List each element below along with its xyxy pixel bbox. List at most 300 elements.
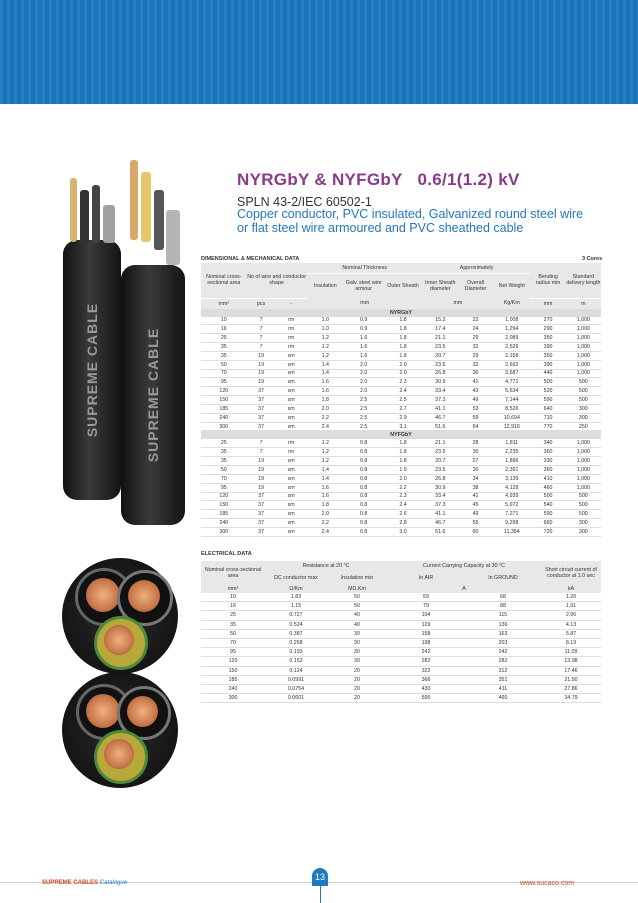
table-cell: 300 bbox=[201, 694, 265, 703]
table-cell: 1.8 bbox=[383, 351, 422, 360]
table-cell: 590 bbox=[530, 510, 565, 519]
table-cell: 2,158 bbox=[493, 351, 530, 360]
table-cell: 50 bbox=[201, 360, 247, 369]
table-cell: 45 bbox=[458, 501, 493, 510]
table-cell: 34.79 bbox=[541, 694, 601, 703]
table-cell: 282 bbox=[387, 657, 465, 666]
table-cell: 150 bbox=[201, 396, 247, 405]
conductor bbox=[92, 185, 100, 243]
table-cell: 185 bbox=[201, 510, 247, 519]
table-cell: 1.2 bbox=[307, 448, 344, 457]
table-cell: 2.0 bbox=[307, 404, 344, 413]
table-row bbox=[201, 351, 601, 360]
standard-label: SPLN 43-2/IEC 60502-1 bbox=[237, 195, 372, 209]
table-row bbox=[201, 629, 601, 638]
table-cell: 0.8 bbox=[344, 519, 383, 528]
col-sheath-header: Outer Sheath bbox=[387, 283, 419, 289]
footer-website[interactable]: www.sucaco.com bbox=[520, 880, 575, 887]
table-cell: 300 bbox=[566, 527, 601, 536]
table-cell: rm bbox=[276, 343, 307, 352]
table-row bbox=[201, 404, 601, 413]
table-cell: 1,294 bbox=[493, 325, 530, 334]
table-cell: 25 bbox=[201, 334, 247, 343]
group-name: NYRGbY bbox=[201, 309, 601, 317]
table-cell: 500 bbox=[566, 378, 601, 387]
table-cell: 1.6 bbox=[344, 334, 383, 343]
col-inner-header: Inner Sheath diameter bbox=[425, 280, 456, 292]
table-cell: 19 bbox=[247, 457, 276, 466]
table-cell: 1,000 bbox=[566, 334, 601, 343]
table-cell: 2.2 bbox=[307, 519, 344, 528]
page-number-line bbox=[320, 886, 321, 903]
table-cell: rm bbox=[276, 317, 307, 325]
col-wire-header: No of wire and conductor shape bbox=[247, 263, 307, 298]
col-insulation-header: Insulation bbox=[313, 283, 337, 289]
table-cell: 120 bbox=[201, 387, 247, 396]
cable-right bbox=[121, 265, 185, 525]
table-cell: 1.6 bbox=[344, 351, 383, 360]
table-cell: 37 bbox=[247, 404, 276, 413]
table-row bbox=[201, 611, 601, 620]
table-cell: 88 bbox=[465, 602, 541, 611]
table-cell: 5,634 bbox=[493, 387, 530, 396]
col-armour-header: Galv. steel wire armour bbox=[345, 280, 382, 292]
table-cell: 2.2 bbox=[383, 483, 422, 492]
table-cell: 0.8 bbox=[344, 474, 383, 483]
table-cell: 0.8 bbox=[344, 439, 383, 447]
table-cell: 70 bbox=[201, 474, 247, 483]
table-cell: 53 bbox=[458, 404, 493, 413]
table-cell: 46.7 bbox=[423, 519, 458, 528]
table-cell: 1,000 bbox=[566, 457, 601, 466]
table-cell: 32 bbox=[458, 360, 493, 369]
table-cell: 300 bbox=[566, 413, 601, 422]
table-cell: sm bbox=[276, 387, 307, 396]
table-cell: 50 bbox=[327, 593, 387, 602]
table-cell: 2.2 bbox=[307, 413, 344, 422]
table-cell: 430 bbox=[387, 684, 465, 693]
table-cell: 20.7 bbox=[423, 457, 458, 466]
conductor bbox=[130, 160, 138, 240]
table-cell: 26.8 bbox=[423, 369, 458, 378]
table-cell: 2.0 bbox=[383, 360, 422, 369]
table-row bbox=[201, 602, 601, 611]
table-cell: 50 bbox=[201, 466, 247, 475]
elec-unit-a: A bbox=[462, 586, 466, 592]
dimensional-section-title: DIMENSIONAL & MECHANICAL DATA bbox=[201, 256, 300, 262]
table-cell: 1.6 bbox=[307, 492, 344, 501]
table-cell: 26.8 bbox=[423, 474, 458, 483]
table-cell: 2.5 bbox=[344, 396, 383, 405]
table-cell: 7,271 bbox=[493, 510, 530, 519]
table-cell: 17.4 bbox=[423, 325, 458, 334]
table-cell: 23.5 bbox=[423, 448, 458, 457]
table-cell: 360 bbox=[530, 466, 565, 475]
table-row bbox=[201, 657, 601, 666]
table-cell: 270 bbox=[530, 317, 565, 325]
table-cell: 500 bbox=[566, 387, 601, 396]
table-cell: 129 bbox=[387, 620, 465, 629]
table-cell: 41.1 bbox=[423, 404, 458, 413]
table-row bbox=[201, 325, 601, 334]
table-row bbox=[201, 694, 601, 703]
dimensional-table bbox=[201, 263, 601, 537]
table-cell: 0.8 bbox=[344, 448, 383, 457]
table-cell: 203 bbox=[465, 638, 541, 647]
table-row bbox=[201, 510, 601, 519]
table-cell: 60 bbox=[458, 527, 493, 536]
table-cell: 1,811 bbox=[493, 439, 530, 447]
table-cell: 21.1 bbox=[423, 334, 458, 343]
conductor bbox=[80, 190, 89, 244]
table-cell: 51.6 bbox=[423, 422, 458, 431]
table-cell: 0.8 bbox=[344, 466, 383, 475]
unit-dash: - bbox=[290, 300, 293, 307]
table-cell: 0.268 bbox=[265, 638, 327, 647]
table-cell: 1,000 bbox=[566, 448, 601, 457]
conductor bbox=[70, 178, 77, 242]
col-delivery-header: Standard delivery length bbox=[566, 263, 601, 298]
table-cell: 2.5 bbox=[344, 404, 383, 413]
table-cell: 19 bbox=[247, 483, 276, 492]
group-header-row bbox=[201, 309, 601, 317]
in-ground-header: In GROUND bbox=[488, 575, 518, 581]
table-cell: 2.0 bbox=[344, 369, 383, 378]
table-cell: 2.0 bbox=[344, 378, 383, 387]
table-cell: 20 bbox=[327, 675, 387, 684]
table-cell: sm bbox=[276, 422, 307, 431]
table-cell: 35 bbox=[201, 343, 247, 352]
table-cell: 36 bbox=[458, 369, 493, 378]
table-cell: 4,771 bbox=[493, 378, 530, 387]
table-cell: 0.124 bbox=[265, 666, 327, 675]
table-cell: 7 bbox=[247, 317, 276, 325]
group-header-row bbox=[201, 431, 601, 440]
table-cell: 27.86 bbox=[541, 684, 601, 693]
table-cell: 30 bbox=[458, 448, 493, 457]
table-row bbox=[201, 369, 601, 378]
table-cell: 1.8 bbox=[383, 457, 422, 466]
table-cell: 7 bbox=[247, 334, 276, 343]
table-cell: 13.98 bbox=[541, 657, 601, 666]
armour bbox=[166, 210, 180, 265]
table-cell: 1,000 bbox=[566, 369, 601, 378]
table-cell: 2.8 bbox=[383, 519, 422, 528]
table-cell: 49 bbox=[458, 396, 493, 405]
table-cell: 19 bbox=[247, 369, 276, 378]
table-cell: 19 bbox=[247, 466, 276, 475]
table-cell: 1,896 bbox=[493, 457, 530, 466]
table-cell: 158 bbox=[387, 629, 465, 638]
table-cell: 59 bbox=[387, 593, 465, 602]
table-cell: 136 bbox=[465, 620, 541, 629]
table-cell: 1.2 bbox=[307, 334, 344, 343]
table-cell: 1.91 bbox=[541, 602, 601, 611]
table-row bbox=[201, 360, 601, 369]
table-cell: sm bbox=[276, 492, 307, 501]
table-cell: 37 bbox=[247, 492, 276, 501]
table-cell: 1.4 bbox=[307, 369, 344, 378]
table-cell: 520 bbox=[530, 387, 565, 396]
table-cell: 0.8 bbox=[344, 483, 383, 492]
footer-brand-catalogue: Catalogue bbox=[98, 880, 128, 886]
table-cell: 40 bbox=[327, 620, 387, 629]
table-cell: 350 bbox=[530, 334, 565, 343]
unit-delivery: m bbox=[581, 300, 586, 307]
table-cell: 20 bbox=[327, 694, 387, 703]
col-area-header: Nominal cross-sectional area bbox=[201, 263, 247, 298]
table-cell: 2,391 bbox=[493, 466, 530, 475]
table-cell: 390 bbox=[530, 360, 565, 369]
table-cell: 1,000 bbox=[566, 439, 601, 447]
table-cell: 27 bbox=[458, 457, 493, 466]
table-cell: 5,972 bbox=[493, 501, 530, 510]
table-cell: 2.0 bbox=[383, 369, 422, 378]
table-cell: 1.4 bbox=[307, 474, 344, 483]
table-cell: 1,000 bbox=[566, 360, 601, 369]
table-cell: 37.3 bbox=[423, 501, 458, 510]
table-cell: 37 bbox=[247, 396, 276, 405]
table-cell: 21.50 bbox=[541, 675, 601, 684]
table-cell: 50 bbox=[327, 602, 387, 611]
table-cell: 360 bbox=[530, 448, 565, 457]
table-cell: 17.46 bbox=[541, 666, 601, 675]
table-cell: 4.13 bbox=[541, 620, 601, 629]
table-cell: 10,694 bbox=[493, 413, 530, 422]
table-cell: 150 bbox=[201, 501, 247, 510]
table-cell: 1.8 bbox=[307, 501, 344, 510]
table-cell: 330 bbox=[530, 457, 565, 466]
table-cell: 1.8 bbox=[383, 325, 422, 334]
table-cell: 1,000 bbox=[566, 325, 601, 334]
table-cell: 15.2 bbox=[423, 317, 458, 325]
table-cell: 20 bbox=[327, 666, 387, 675]
table-cell: 366 bbox=[387, 675, 465, 684]
table-cell: 500 bbox=[566, 396, 601, 405]
table-row bbox=[201, 501, 601, 510]
table-cell: 37 bbox=[247, 387, 276, 396]
table-row bbox=[201, 638, 601, 647]
table-cell: 70 bbox=[201, 369, 247, 378]
table-cell: 30.9 bbox=[423, 483, 458, 492]
table-cell: sm bbox=[276, 351, 307, 360]
table-cell: 3.1 bbox=[383, 422, 422, 431]
table-cell: sm bbox=[276, 378, 307, 387]
table-cell: 10 bbox=[201, 593, 265, 602]
table-cell: 33.4 bbox=[423, 492, 458, 501]
table-cell: 2.9 bbox=[383, 413, 422, 422]
insulation-min-header: Insulation min bbox=[340, 575, 374, 581]
table-cell: 46.7 bbox=[423, 413, 458, 422]
table-cell: 30 bbox=[327, 629, 387, 638]
table-cell: 41 bbox=[458, 492, 493, 501]
table-cell: 2.4 bbox=[307, 422, 344, 431]
table-cell: 2.6 bbox=[383, 510, 422, 519]
table-cell: 49 bbox=[458, 510, 493, 519]
table-cell: 0.0601 bbox=[265, 694, 327, 703]
table-cell: 411 bbox=[465, 684, 541, 693]
table-cell: 1.8 bbox=[383, 448, 422, 457]
table-cell: 290 bbox=[530, 325, 565, 334]
table-cell: 0.8 bbox=[344, 510, 383, 519]
table-cell: 40 bbox=[327, 611, 387, 620]
table-row bbox=[201, 413, 601, 422]
table-row bbox=[201, 422, 601, 431]
table-cell: sm bbox=[276, 510, 307, 519]
table-cell: 2.0 bbox=[383, 474, 422, 483]
table-cell: sm bbox=[276, 457, 307, 466]
table-cell: 7 bbox=[247, 439, 276, 447]
conductor bbox=[141, 172, 151, 242]
table-cell: 35 bbox=[201, 457, 247, 466]
table-cell: 2.5 bbox=[344, 413, 383, 422]
unit-mm-diameter: mm bbox=[453, 300, 463, 307]
table-cell: 0.0754 bbox=[265, 684, 327, 693]
short-circuit-header: Short circuit current of conductor at 1.0 sec bbox=[545, 567, 597, 579]
col-overall-header: Overall Diameter bbox=[464, 280, 487, 292]
table-cell: 0.387 bbox=[265, 629, 327, 638]
table-cell: 1.20 bbox=[541, 593, 601, 602]
table-cell: 0.727 bbox=[265, 611, 327, 620]
table-cell: 2.7 bbox=[383, 404, 422, 413]
resistance-header: Resistance at 20 °C bbox=[302, 563, 350, 569]
table-row bbox=[201, 492, 601, 501]
table-cell: sm bbox=[276, 413, 307, 422]
table-cell: 20 bbox=[327, 684, 387, 693]
table-cell: 250 bbox=[566, 422, 601, 431]
table-cell: 9,298 bbox=[493, 519, 530, 528]
table-cell: 0.524 bbox=[265, 620, 327, 629]
table-cell: 55 bbox=[458, 519, 493, 528]
table-cell: 35 bbox=[201, 620, 265, 629]
table-cell: 240 bbox=[201, 519, 247, 528]
cable-cross-section-top bbox=[62, 558, 178, 674]
elec-unit-area: mm² bbox=[227, 586, 239, 592]
table-cell: 11,384 bbox=[493, 527, 530, 536]
elec-unit-dc: Ω/Km bbox=[289, 586, 303, 592]
table-cell: 1.4 bbox=[307, 360, 344, 369]
table-cell: 68 bbox=[465, 593, 541, 602]
table-cell: 710 bbox=[530, 413, 565, 422]
table-cell: 590 bbox=[530, 396, 565, 405]
table-cell: 1.8 bbox=[383, 343, 422, 352]
table-row bbox=[201, 334, 601, 343]
table-row bbox=[201, 519, 601, 528]
table-cell: 350 bbox=[530, 351, 565, 360]
table-cell: 30 bbox=[458, 466, 493, 475]
table-cell: 242 bbox=[465, 648, 541, 657]
table-cell: 1.2 bbox=[307, 351, 344, 360]
table-cell: 1,000 bbox=[566, 343, 601, 352]
table-cell: 1.8 bbox=[383, 317, 422, 325]
unit-area: mm² bbox=[218, 300, 230, 307]
table-cell: 41.1 bbox=[423, 510, 458, 519]
table-cell: 2.4 bbox=[307, 527, 344, 536]
table-cell: 120 bbox=[201, 657, 265, 666]
table-cell: 0.8 bbox=[344, 492, 383, 501]
page-number: 13 bbox=[312, 868, 328, 886]
table-cell: 0.0991 bbox=[265, 675, 327, 684]
table-cell: 500 bbox=[566, 492, 601, 501]
table-cell: 104 bbox=[387, 611, 465, 620]
table-cell: 2.5 bbox=[344, 422, 383, 431]
table-cell: 70 bbox=[201, 638, 265, 647]
table-cell: 59 bbox=[458, 413, 493, 422]
table-cell: 50 bbox=[201, 629, 265, 638]
table-cell: 29 bbox=[458, 334, 493, 343]
table-cell: 29 bbox=[458, 351, 493, 360]
table-row bbox=[201, 593, 601, 602]
table-cell: 22 bbox=[458, 317, 493, 325]
table-cell: 37 bbox=[247, 519, 276, 528]
table-cell: 1,000 bbox=[566, 351, 601, 360]
product-title: NYRGbY & NYFGbY 0.6/1(1.2) kV bbox=[237, 170, 520, 189]
table-cell: 2.5 bbox=[383, 396, 422, 405]
table-cell: 1,000 bbox=[566, 317, 601, 325]
table-cell: 23.5 bbox=[423, 466, 458, 475]
table-cell: 1.2 bbox=[307, 343, 344, 352]
table-cell: 2.4 bbox=[383, 501, 422, 510]
nominal-thickness-header: Nominal Thickness bbox=[307, 263, 423, 274]
table-cell: 1.9 bbox=[383, 466, 422, 475]
table-cell: 7 bbox=[247, 448, 276, 457]
table-cell: sm bbox=[276, 519, 307, 528]
table-cell: 500 bbox=[530, 492, 565, 501]
table-row bbox=[201, 317, 601, 325]
table-cell: 79 bbox=[387, 602, 465, 611]
col-weight-header: Net Weight bbox=[498, 283, 525, 289]
table-cell: 0.9 bbox=[344, 317, 383, 325]
table-cell: 300 bbox=[566, 404, 601, 413]
table-row bbox=[201, 439, 601, 447]
armour bbox=[103, 205, 115, 243]
table-cell: 23.5 bbox=[423, 343, 458, 352]
table-cell: 5.87 bbox=[541, 629, 601, 638]
table-cell: 120 bbox=[201, 492, 247, 501]
table-cell: 37 bbox=[247, 501, 276, 510]
table-cell: 1.0 bbox=[307, 325, 344, 334]
table-cell: 1.83 bbox=[265, 593, 327, 602]
table-cell: 95 bbox=[201, 483, 247, 492]
table-row bbox=[201, 457, 601, 466]
table-cell: 8,526 bbox=[493, 404, 530, 413]
table-cell: 390 bbox=[530, 343, 565, 352]
table-cell: 0.8 bbox=[344, 527, 383, 536]
table-cell: 322 bbox=[387, 666, 465, 675]
table-row bbox=[201, 483, 601, 492]
table-row bbox=[201, 527, 601, 536]
table-cell: 300 bbox=[201, 422, 247, 431]
electrical-table bbox=[201, 561, 601, 703]
table-cell: 198 bbox=[387, 638, 465, 647]
table-cell: 460 bbox=[465, 694, 541, 703]
table-cell: 30.9 bbox=[423, 378, 458, 387]
table-cell: 150 bbox=[201, 666, 265, 675]
table-cell: 770 bbox=[530, 422, 565, 431]
cable-cross-section-bottom bbox=[62, 672, 178, 788]
table-cell: 1.15 bbox=[265, 602, 327, 611]
table-cell: 720 bbox=[530, 527, 565, 536]
table-cell: rm bbox=[276, 334, 307, 343]
table-cell: 37 bbox=[247, 527, 276, 536]
table-cell: 4,939 bbox=[493, 492, 530, 501]
table-cell: 1.2 bbox=[307, 439, 344, 447]
table-cell: 595 bbox=[387, 694, 465, 703]
table-cell: 33.4 bbox=[423, 387, 458, 396]
dc-conductor-header: DC conductor max bbox=[274, 575, 318, 581]
table-cell: 19 bbox=[247, 360, 276, 369]
table-cell: 2,235 bbox=[493, 448, 530, 457]
